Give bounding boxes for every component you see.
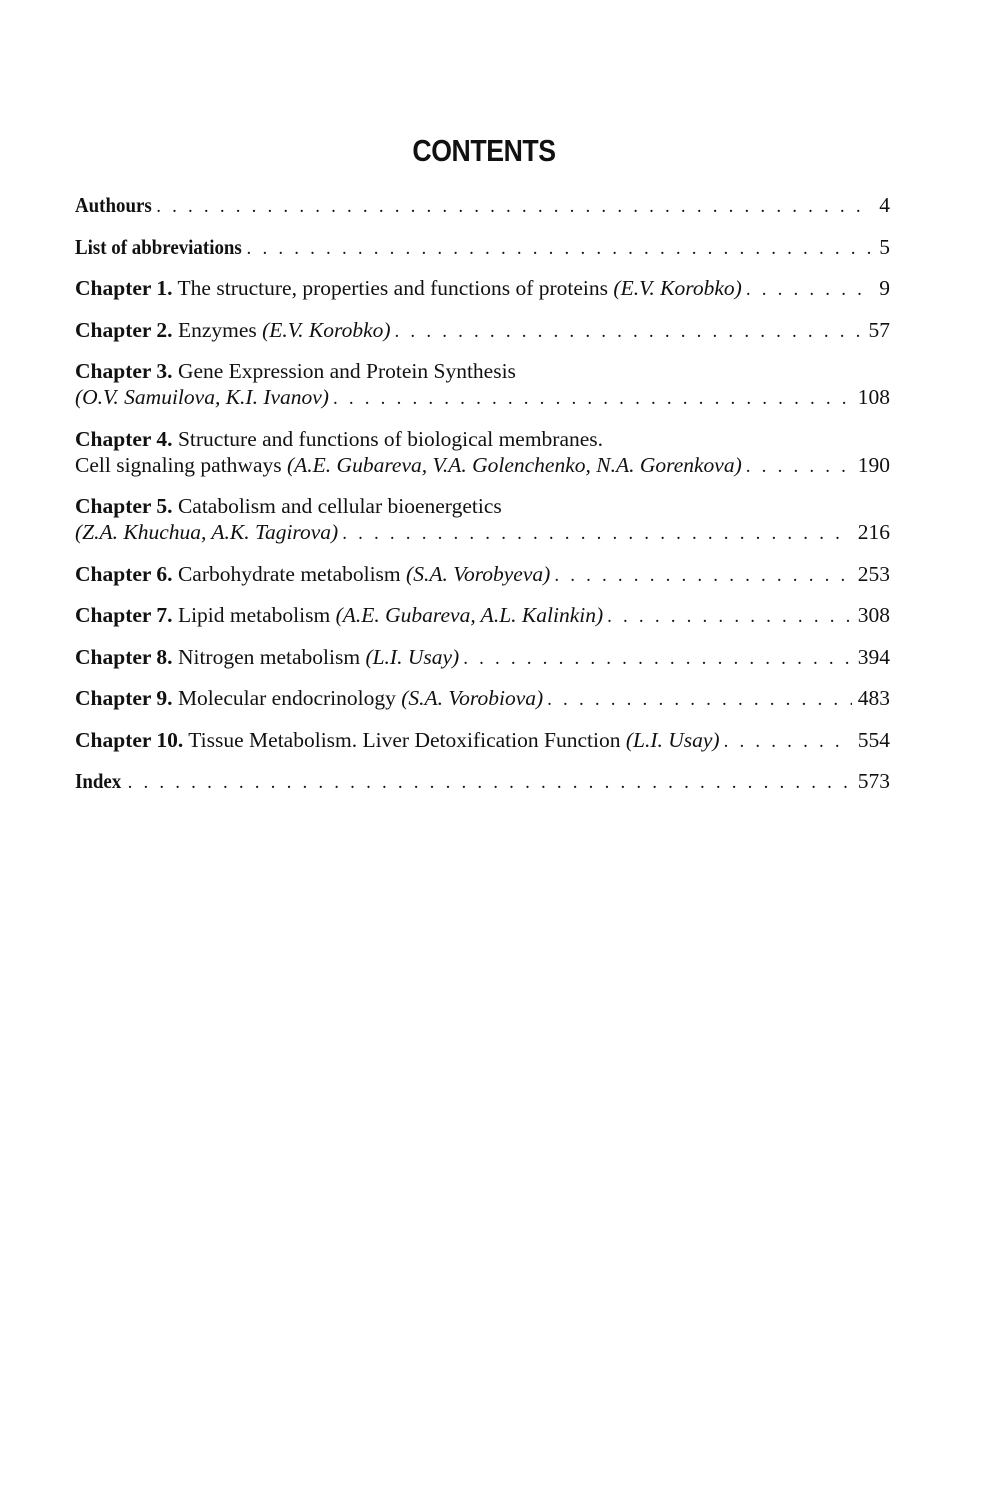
chapter-authors: (L.I. Usay) — [625, 727, 720, 752]
chapter-authors: (S.A. Vorobiova) — [401, 686, 544, 710]
chapter-authors: (E.V. Korobko) — [613, 276, 742, 300]
chapter-authors: (E.V. Korobko) — [262, 317, 391, 342]
toc-entry-authours — [75, 192, 890, 220]
leader-dots — [554, 563, 851, 589]
chapter-label: Chapter 7. — [75, 603, 173, 627]
page-number: 190 — [857, 452, 890, 477]
page-number: 483 — [857, 686, 890, 710]
chapter-label: Chapter 10. — [75, 727, 184, 752]
chapter-label: Chapter 8. — [75, 644, 173, 669]
page-number: 308 — [857, 603, 890, 627]
chapter-label: Chapter 9. — [75, 686, 173, 710]
leader-dots — [247, 236, 874, 262]
toc-entry-chapter-9 — [75, 685, 890, 713]
toc-entry-chapter-2 — [75, 317, 890, 345]
chapter-label: Chapter 1. — [75, 276, 173, 300]
chapter-authors: (S.A. Vorobyeva) — [406, 561, 551, 586]
toc-label: Authours — [75, 193, 152, 217]
leader-dots — [746, 454, 852, 480]
chapter-authors: (Z.A. Khuchua, A.K. Tagirova) — [75, 520, 339, 544]
chapter-authors: (A.E. Gubareva, V.A. Golenchenko, N.A. Gorenkova) — [287, 452, 742, 477]
page-number: 253 — [857, 561, 890, 586]
table-of-contents — [75, 192, 890, 810]
chapter-label: Chapter 2. — [75, 317, 173, 342]
toc-entry-chapter-10 — [75, 727, 890, 755]
page-number: 5 — [879, 234, 890, 259]
toc-label: Index — [75, 769, 122, 793]
chapter-label: Chapter 5. — [75, 494, 173, 518]
leader-dots — [395, 319, 863, 345]
chapter-title: The structure, properties and functions of proteins — [172, 276, 614, 300]
leader-dots — [724, 729, 852, 755]
chapter-title: Structure and functions of biological membranes. — [172, 426, 604, 451]
chapter-title: Enzymes — [172, 317, 263, 342]
chapter-title-continued: Cell signaling pathways — [75, 452, 287, 477]
toc-entry-chapter-1 — [75, 275, 890, 303]
toc-entry-chapter-7 — [75, 602, 890, 630]
page-number: 4 — [879, 193, 890, 217]
leader-dots — [607, 604, 852, 630]
toc-entry-chapter-5 — [75, 493, 890, 547]
chapter-title: Gene Expression and Protein Synthesis — [172, 359, 516, 383]
chapter-title: Tissue Metabolism. Liver Detoxification Function — [183, 727, 626, 752]
page-number: 394 — [857, 644, 890, 669]
page-title: CONTENTS — [412, 133, 556, 168]
toc-entry-chapter-6 — [75, 561, 890, 589]
toc-entry-index — [75, 768, 890, 796]
page-number: 573 — [857, 769, 890, 793]
chapter-label: Chapter 3. — [75, 359, 173, 383]
chapter-title: Lipid metabolism — [172, 603, 336, 627]
page-number: 108 — [857, 385, 890, 409]
chapter-label: Chapter 6. — [75, 561, 173, 586]
toc-label: List of abbreviations — [75, 234, 242, 259]
leader-dots — [156, 194, 873, 220]
chapter-authors: (O.V. Samuilova, K.I. Ivanov) — [75, 385, 329, 409]
page-number: 57 — [868, 317, 890, 342]
leader-dots — [333, 386, 852, 412]
chapter-title: Carbohydrate metabolism — [172, 561, 407, 586]
chapter-authors: (A.E. Gubareva, A.L. Kalinkin) — [335, 603, 604, 627]
chapter-title: Catabolism and cellular bioenergetics — [172, 494, 502, 518]
leader-dots — [342, 521, 852, 547]
page-number: 216 — [857, 520, 890, 544]
leader-dots — [463, 646, 852, 672]
page-number: 9 — [879, 276, 890, 300]
leader-dots — [547, 687, 852, 713]
leader-dots — [746, 277, 873, 303]
toc-entry-chapter-8 — [75, 644, 890, 672]
toc-entry-abbreviations — [75, 234, 890, 262]
page-number: 554 — [857, 727, 890, 752]
chapter-authors: (L.I. Usay) — [365, 644, 460, 669]
toc-entry-chapter-3 — [75, 358, 890, 412]
toc-entry-chapter-4 — [75, 426, 890, 480]
chapter-title: Molecular endocrinology — [172, 686, 402, 710]
chapter-label: Chapter 4. — [75, 426, 173, 451]
leader-dots — [128, 770, 852, 796]
chapter-title: Nitrogen metabolism — [172, 644, 366, 669]
